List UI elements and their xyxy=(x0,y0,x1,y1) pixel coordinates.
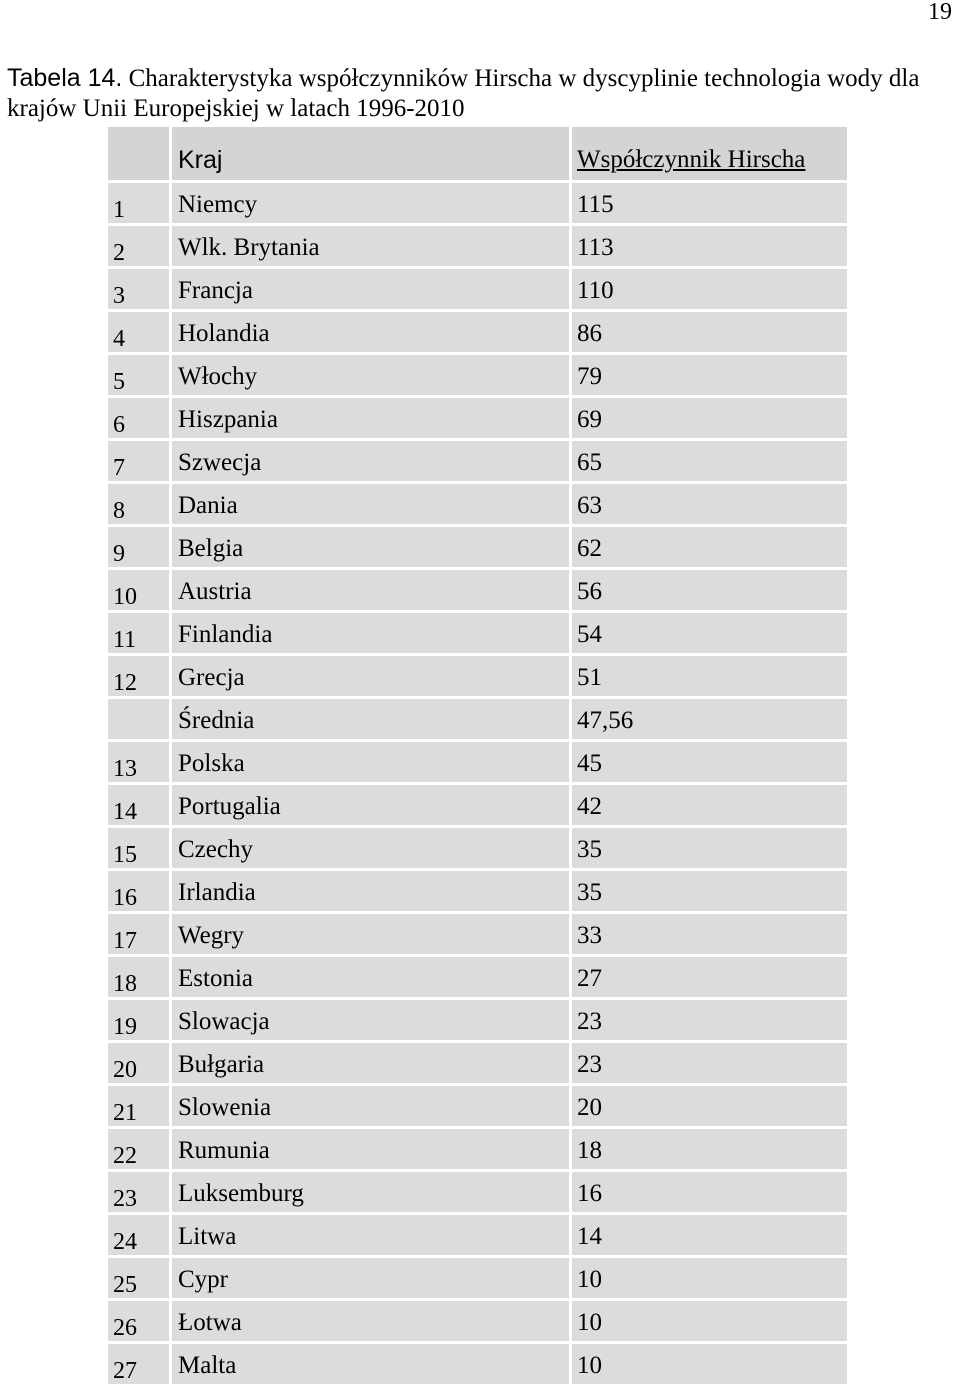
hirsch-value-text: 16 xyxy=(577,1180,602,1207)
rank-text: 13 xyxy=(113,756,137,782)
hirsch-value-text: 14 xyxy=(577,1223,602,1250)
country-cell xyxy=(172,1344,569,1384)
hirsch-value-cell xyxy=(572,871,847,911)
rank-cell xyxy=(108,527,169,567)
rank-cell xyxy=(108,1301,169,1341)
table-row xyxy=(108,1129,847,1169)
table-caption xyxy=(7,63,957,124)
header-country-label: Kraj xyxy=(178,146,223,174)
header-country-cell xyxy=(172,127,569,180)
country-text: Polska xyxy=(178,750,245,777)
rank-text: 24 xyxy=(113,1229,137,1255)
table-row xyxy=(108,1000,847,1040)
country-text: Slowenia xyxy=(178,1094,272,1121)
hirsch-value-cell xyxy=(572,1129,847,1169)
rank-cell xyxy=(108,570,169,610)
hirsch-value-cell xyxy=(572,828,847,868)
country-text: Belgia xyxy=(178,535,244,562)
country-text: Irlandia xyxy=(178,879,256,906)
rank-text: 17 xyxy=(113,928,137,954)
table-row xyxy=(108,570,847,610)
hirsch-value-cell xyxy=(572,656,847,696)
country-cell xyxy=(172,183,569,223)
country-text: Szwecja xyxy=(178,449,262,476)
hirsch-value-text: 110 xyxy=(577,277,614,304)
table-row xyxy=(108,1172,847,1212)
rank-text: 5 xyxy=(113,369,125,395)
hirsch-value-text: 10 xyxy=(577,1309,602,1336)
table-caption-label: Tabela 14. xyxy=(7,64,123,92)
rank-cell xyxy=(108,914,169,954)
country-text: Slowacja xyxy=(178,1008,270,1035)
rank-cell xyxy=(108,1172,169,1212)
hirsch-value-text: 47,56 xyxy=(577,707,634,734)
rank-text: 21 xyxy=(113,1100,137,1126)
country-text: Estonia xyxy=(178,965,253,992)
table-row xyxy=(108,699,847,739)
hirsch-value-cell xyxy=(572,355,847,395)
rank-text: 26 xyxy=(113,1315,137,1341)
rank-text: 6 xyxy=(113,412,125,438)
rank-text: 18 xyxy=(113,971,137,997)
hirsch-value-cell xyxy=(572,785,847,825)
rank-cell xyxy=(108,957,169,997)
country-cell xyxy=(172,441,569,481)
hirsch-value-cell xyxy=(572,613,847,653)
table-row xyxy=(108,355,847,395)
hirsch-value-cell xyxy=(572,957,847,997)
rank-text: 15 xyxy=(113,842,137,868)
hirsch-value-text: 56 xyxy=(577,578,602,605)
rank-text: 12 xyxy=(113,670,137,696)
table-row xyxy=(108,312,847,352)
table-row xyxy=(108,871,847,911)
rank-text: 19 xyxy=(113,1014,137,1040)
country-text: Holandia xyxy=(178,320,270,347)
rank-text: 16 xyxy=(113,885,137,911)
country-cell xyxy=(172,785,569,825)
table-row xyxy=(108,183,847,223)
table-row xyxy=(108,527,847,567)
country-cell xyxy=(172,1215,569,1255)
hirsch-value-cell xyxy=(572,484,847,524)
hirsch-value-text: 35 xyxy=(577,836,602,863)
rank-text: 3 xyxy=(113,283,125,309)
hirsch-value-text: 10 xyxy=(577,1352,602,1379)
rank-text: 14 xyxy=(113,799,137,825)
rank-cell xyxy=(108,1000,169,1040)
header-value-cell xyxy=(572,127,847,180)
rank-text: 23 xyxy=(113,1186,137,1212)
country-cell xyxy=(172,226,569,266)
hirsch-value-text: 51 xyxy=(577,664,602,691)
rank-text: 25 xyxy=(113,1272,137,1298)
hirsch-value-cell xyxy=(572,1301,847,1341)
hirsch-value-text: 54 xyxy=(577,621,602,648)
rank-cell xyxy=(108,656,169,696)
country-text: Wlk. Brytania xyxy=(178,234,320,261)
hirsch-value-cell xyxy=(572,1172,847,1212)
rank-cell xyxy=(108,1215,169,1255)
country-text: Portugalia xyxy=(178,793,281,820)
country-text: Łotwa xyxy=(178,1309,242,1336)
country-text: Finlandia xyxy=(178,621,273,648)
country-cell xyxy=(172,613,569,653)
hirsch-value-text: 18 xyxy=(577,1137,602,1164)
rank-cell xyxy=(108,312,169,352)
rank-text: 27 xyxy=(113,1358,137,1384)
rank-cell xyxy=(108,1086,169,1126)
hirsch-value-cell xyxy=(572,1086,847,1126)
rank-cell xyxy=(108,1344,169,1384)
hirsch-value-cell xyxy=(572,527,847,567)
rank-cell xyxy=(108,226,169,266)
hirsch-value-cell xyxy=(572,312,847,352)
country-cell xyxy=(172,828,569,868)
hirsch-value-cell xyxy=(572,1258,847,1298)
hirsch-value-cell xyxy=(572,226,847,266)
hirsch-value-cell xyxy=(572,398,847,438)
rank-text: 9 xyxy=(113,541,125,567)
country-cell xyxy=(172,871,569,911)
rank-text: 10 xyxy=(113,584,137,610)
rank-cell xyxy=(108,441,169,481)
rank-cell xyxy=(108,871,169,911)
table-row xyxy=(108,914,847,954)
country-cell xyxy=(172,1086,569,1126)
hirsch-index-table xyxy=(105,124,850,1387)
country-cell xyxy=(172,398,569,438)
country-cell xyxy=(172,1129,569,1169)
hirsch-value-text: 42 xyxy=(577,793,602,820)
page-number: 19 xyxy=(928,0,952,25)
country-cell xyxy=(172,742,569,782)
country-text: Włochy xyxy=(178,363,258,390)
hirsch-value-cell xyxy=(572,742,847,782)
country-text: Średnia xyxy=(178,707,255,734)
rank-cell xyxy=(108,1129,169,1169)
rank-cell xyxy=(108,355,169,395)
country-text: Dania xyxy=(178,492,238,519)
hirsch-value-text: 62 xyxy=(577,535,602,562)
country-text: Litwa xyxy=(178,1223,237,1250)
rank-cell xyxy=(108,742,169,782)
hirsch-value-cell xyxy=(572,699,847,739)
country-text: Hiszpania xyxy=(178,406,278,433)
table-row xyxy=(108,1301,847,1341)
table-row xyxy=(108,1344,847,1384)
hirsch-value-text: 27 xyxy=(577,965,602,992)
table-header-row xyxy=(108,127,847,180)
hirsch-value-text: 63 xyxy=(577,492,602,519)
table-row xyxy=(108,226,847,266)
hirsch-value-text: 79 xyxy=(577,363,602,390)
country-text: Cypr xyxy=(178,1266,228,1293)
country-text: Czechy xyxy=(178,836,253,863)
hirsch-value-text: 69 xyxy=(577,406,602,433)
country-cell xyxy=(172,312,569,352)
table-row xyxy=(108,1258,847,1298)
rank-cell xyxy=(108,398,169,438)
hirsch-value-text: 113 xyxy=(577,234,614,261)
hirsch-value-cell xyxy=(572,570,847,610)
hirsch-value-cell xyxy=(572,183,847,223)
rank-text: 11 xyxy=(113,627,137,653)
country-text: Austria xyxy=(178,578,252,605)
hirsch-value-text: 23 xyxy=(577,1008,602,1035)
table-row xyxy=(108,785,847,825)
hirsch-value-cell xyxy=(572,1000,847,1040)
table-row xyxy=(108,1043,847,1083)
hirsch-value-text: 23 xyxy=(577,1051,602,1078)
rank-cell xyxy=(108,828,169,868)
country-cell xyxy=(172,656,569,696)
country-cell xyxy=(172,1000,569,1040)
country-cell xyxy=(172,1301,569,1341)
table-row xyxy=(108,656,847,696)
country-text: Niemcy xyxy=(178,191,258,218)
country-cell xyxy=(172,914,569,954)
hirsch-value-cell xyxy=(572,1043,847,1083)
country-cell xyxy=(172,484,569,524)
hirsch-value-text: 45 xyxy=(577,750,602,777)
country-cell xyxy=(172,355,569,395)
country-text: Luksemburg xyxy=(178,1180,304,1207)
hirsch-value-text: 65 xyxy=(577,449,602,476)
country-cell xyxy=(172,527,569,567)
table-row xyxy=(108,398,847,438)
table-row xyxy=(108,957,847,997)
header-value-label: Współczynnik Hirscha xyxy=(577,146,806,173)
rank-cell xyxy=(108,269,169,309)
hirsch-value-cell xyxy=(572,1215,847,1255)
country-text: Wegry xyxy=(178,922,245,949)
hirsch-value-text: 86 xyxy=(577,320,602,347)
table-row xyxy=(108,1086,847,1126)
rank-cell xyxy=(108,1258,169,1298)
table-row xyxy=(108,613,847,653)
table-row xyxy=(108,742,847,782)
country-cell xyxy=(172,1172,569,1212)
country-text: Rumunia xyxy=(178,1137,270,1164)
table-row xyxy=(108,269,847,309)
hirsch-value-text: 35 xyxy=(577,879,602,906)
hirsch-value-text: 33 xyxy=(577,922,602,949)
country-cell xyxy=(172,957,569,997)
table-row xyxy=(108,441,847,481)
rank-cell xyxy=(108,1043,169,1083)
country-cell xyxy=(172,699,569,739)
table-row xyxy=(108,828,847,868)
rank-cell xyxy=(108,484,169,524)
rank-cell xyxy=(108,785,169,825)
rank-text: 2 xyxy=(113,240,125,266)
country-text: Francja xyxy=(178,277,253,304)
country-cell xyxy=(172,269,569,309)
rank-text: 4 xyxy=(113,326,125,352)
hirsch-value-cell xyxy=(572,1344,847,1384)
rank-text: 8 xyxy=(113,498,125,524)
hirsch-value-cell xyxy=(572,441,847,481)
hirsch-value-cell xyxy=(572,269,847,309)
rank-cell xyxy=(108,699,169,739)
rank-cell xyxy=(108,613,169,653)
rank-text: 7 xyxy=(113,455,125,481)
country-cell xyxy=(172,570,569,610)
country-text: Grecja xyxy=(178,664,245,691)
country-cell xyxy=(172,1258,569,1298)
country-text: Bułgaria xyxy=(178,1051,265,1078)
table-row xyxy=(108,484,847,524)
rank-text: 22 xyxy=(113,1143,137,1169)
rank-text: 1 xyxy=(113,197,125,223)
hirsch-value-text: 10 xyxy=(577,1266,602,1293)
rank-text: 20 xyxy=(113,1057,137,1083)
table-body xyxy=(108,127,847,1384)
rank-cell xyxy=(108,183,169,223)
table-row xyxy=(108,1215,847,1255)
hirsch-value-text: 20 xyxy=(577,1094,602,1121)
country-cell xyxy=(172,1043,569,1083)
hirsch-value-cell xyxy=(572,914,847,954)
table-caption-text: Charakterystyka współczynników Hirscha w dyscyplinie technologia wody dla krajów Unii Europejskiej w latach 1996-2010 xyxy=(7,65,920,122)
country-text: Malta xyxy=(178,1352,237,1379)
hirsch-value-text: 115 xyxy=(577,191,614,218)
header-rank-cell xyxy=(108,127,169,180)
